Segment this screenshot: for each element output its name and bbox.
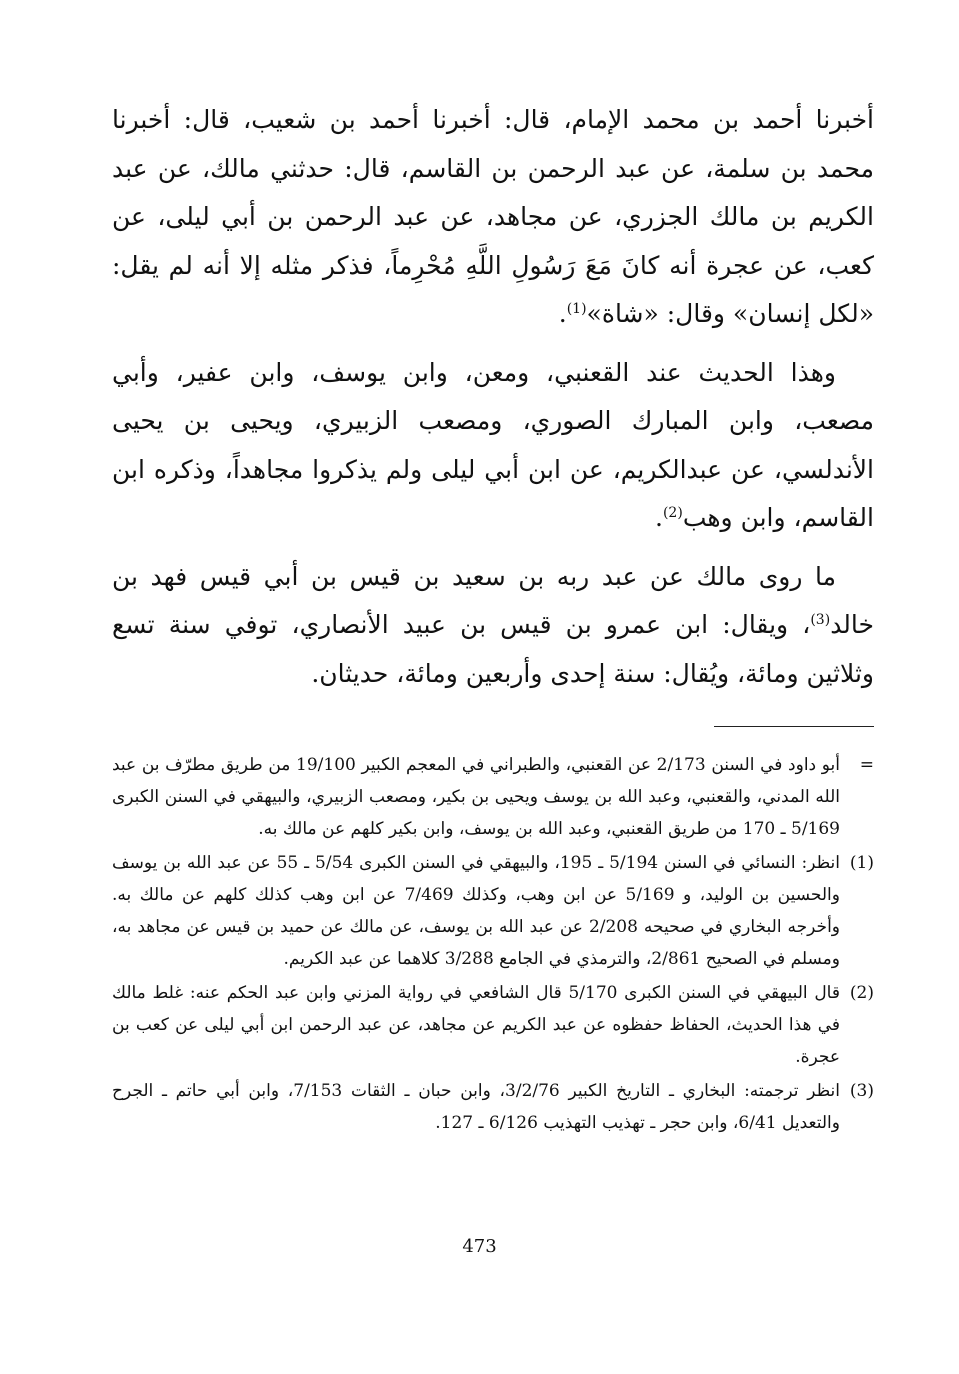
paragraph-3-tail: ، ويقال: ابن عمرو بن قيس بن عبيد الأنصاري، توفي سنة تسع وثلاثين ومائة، ويُقال: سنة إحدى وأربعين ومائة، حديثان.	[112, 610, 874, 688]
paragraph-1-text: أخبرنا أحمد بن محمد الإمام، قال: أخبرنا أحمد بن شعيب، قال: أخبرنا محمد بن سلمة، عن عبد الرحمن بن القاسم، قال: حدثني مالك، عن عبد الكريم بن مالك الجزري، عن مجاهد، عن عبد الرحمن بن أبي ليلى، عن كعب، عن عجرة أنه كانَ مَعَ رَسُولِ اللَّهِ مُحْرِماً، فذكر مثله إلا أنه لم يقل: «لكل إنسان» وقال: «شاة»	[112, 105, 874, 328]
footnote-1-text: انظر: النسائي في السنن 5/194 ـ 195، والبيهقي في السنن الكبرى 5/54 ـ 55 عن عبد الله بن يوسف والحسين بن الوليد، و 5/169 عن ابن وهب، وكذلك 7/469 عن ابن وهب كذلك كلهم عن مالك به. وأخرجه البخاري في صحيحه 2/208 عن عبد الله بن يوسف، عن مالك عن حميد بن قيس عن مجاهد به، ومسلم في الصحيح 2/861، والترمذي في الجامع 3/288 كلاهما عن عبد الكريم.	[112, 853, 841, 969]
footnote-continuation-text: أبو داود في السنن 2/173 عن القعنبي، والطبراني في المعجم الكبير 19/100 من طريق مطرّف بن عبد الله المدني، والقعنبي، وعبد الله بن يوسف ويحيى بن بكير، ومصعب الزبيري، والبيهقي في السنن الكبرى 5/169 ـ 170 من طريق القعنبي، وعبد الله بن يوسف، وابن بكير كلهم عن مالك به.	[112, 755, 840, 839]
paragraph-1	[112, 96, 874, 339]
footnote-2-text: قال البيهقي في السنن الكبرى 5/170 قال الشافعي في رواية المزني وابن عبد الحكم عنه: غلط مالك في هذا الحديث، الحفاظ حفظوه عن عبد الكريم عن مجاهد، عن عبد الرحمن ابن أبي ليلى عن كعب بن عجرة.	[112, 983, 840, 1067]
footnote-1	[112, 847, 874, 975]
paragraph-1-tail: .	[558, 299, 567, 328]
book-page	[112, 96, 874, 1316]
main-text	[112, 96, 874, 698]
footnote-3-mark: (3)	[849, 1081, 874, 1101]
footnote-1-mark: (1)	[849, 853, 874, 873]
footnote-2	[112, 977, 874, 1073]
footnote-continuation-mark: =	[859, 755, 874, 775]
footnote-2-mark: (2)	[849, 983, 874, 1003]
paragraph-3-text: ما روى مالك عن عبد ربه بن سعيد بن قيس بن أبي قيس فهد بن خالد	[112, 561, 874, 639]
footnote-ref-1[interactable]: (1)	[566, 301, 587, 317]
paragraph-2-text: وهذا الحديث عند القعنبي، ومعن، وابن يوسف، وابن عفير، وأبي مصعب، وابن المبارك الصوري، ومصعب الزبيري، ويحيى بن يحيى الأندلسي، عن عبدالكريم، عن ابن أبي ليلى ولم يذكروا مجاهداً، وذكره ابن القاسم، وابن وهب	[112, 357, 874, 532]
footnote-continuation	[112, 749, 874, 845]
paragraph-3	[112, 553, 874, 699]
footnote-ref-2[interactable]: (2)	[662, 505, 683, 521]
paragraph-2	[112, 349, 874, 543]
footnotes	[112, 749, 874, 1139]
footnote-separator	[714, 726, 874, 727]
paragraph-2-tail: .	[655, 503, 663, 532]
page-number: 473	[462, 1236, 497, 1257]
footnote-ref-3[interactable]: (3)	[810, 612, 831, 628]
footnote-3	[112, 1075, 874, 1139]
footnote-3-text: انظر ترجمته: البخاري ـ التاريخ الكبير 3/2/76، وابن حبان ـ الثقات 7/153، وابن أبي حاتم ـ الجرح والتعديل 6/41، وابن حجر ـ تهذيب التهذيب 6/126 ـ 127.	[112, 1081, 840, 1133]
